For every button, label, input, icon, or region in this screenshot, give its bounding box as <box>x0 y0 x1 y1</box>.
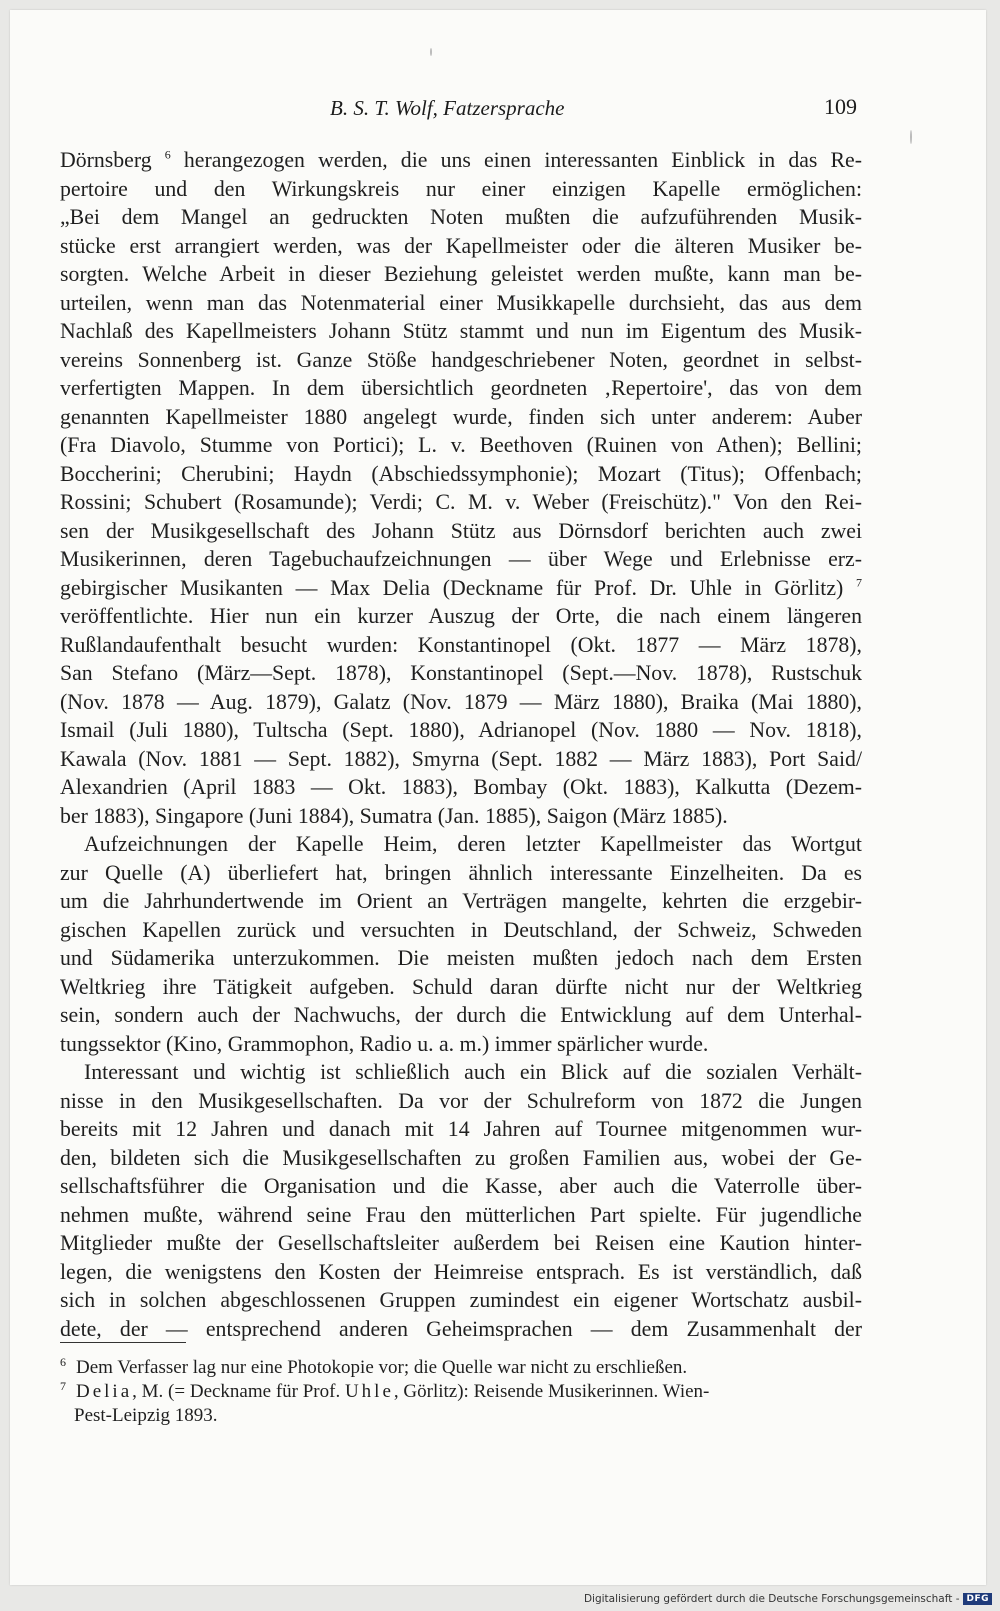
text-line: sich in solchen abgeschlossenen Gruppen zumindest ein eigener Wortschatz ausbil- <box>60 1288 862 1312</box>
text-line: sen der Musikgesellschaft des Johann Stütz aus Dörnsdorf berichten auch zwei <box>60 518 862 543</box>
text-line: um die Jahrhundertwende im Orient an Verträgen mangelte, kehrten die erzgebir- <box>60 889 862 913</box>
text-line: Aufzeichnungen der Kapelle Heim, deren letzter Kapellmeister das Wortgut <box>84 832 862 856</box>
text-line: tungssektor (Kino, Grammophon, Radio u. a. m.) immer spärlicher wurde. <box>60 1031 709 1056</box>
footnote-mark: 6 <box>60 1354 66 1369</box>
text-fragment: gebirgischer Musikanten — Max Delia (Deckname für Prof. Dr. Uhle in Görlitz) <box>60 575 844 600</box>
text-line: bereits mit 12 Jahren und danach mit 14 Jahren auf Tournee mitgenommen wur- <box>60 1117 862 1141</box>
text-line: Ismail (Juli 1880), Tultscha (Sept. 1880), Adrianopel (Nov. 1880 — Nov. 1818), <box>60 718 862 742</box>
text-line: (Nov. 1878 — Aug. 1879), Galatz (Nov. 1879 — März 1880), Braika (Mai 1880), <box>60 689 862 714</box>
text-line: San Stefano (März—Sept. 1878), Konstantinopel (Sept.—Nov. 1878), Rustschuk <box>60 661 862 685</box>
text-line: stücke erst arrangiert werden, was der Kapellmeister oder die älteren Musiker be- <box>60 233 862 258</box>
text-line: Alexandrien (April 1883 — Okt. 1883), Bombay (Okt. 1883), Kalkutta (Dezem- <box>60 775 862 799</box>
footnote-text: , M. (= Deckname für Prof. <box>132 1381 345 1402</box>
text-line: sorgten. Welche Arbeit in dieser Beziehung geleistet werden mußte, kann man be- <box>60 262 862 286</box>
text-line: veröffentlichte. Hier nun ein kurzer Auszug der Orte, die nach einem längeren <box>60 604 862 628</box>
footnote-divider <box>60 1342 186 1343</box>
text-line: sellschaftsführer die Organisation und die Kasse, aber auch die Vaterrolle über- <box>60 1174 862 1198</box>
footnote-mark: 7 <box>60 1378 66 1393</box>
text-line: nisse in den Musikgesellschaften. Da vor der Schulreform von 1872 die Jungen <box>60 1088 862 1113</box>
text-line: Musikerinnen, deren Tagebuchaufzeichnungen — über Wege und Erlebnisse erz- <box>60 547 862 571</box>
footnote-ref-7: 7 <box>856 575 862 590</box>
page-number: 109 <box>824 94 857 119</box>
footnote-name: Uhle <box>344 1381 394 1402</box>
scan-speck <box>430 48 432 56</box>
text-line: zur Quelle (A) überliefert hat, bringen ähnlich interessante Einzelheiten. Da es <box>60 860 862 885</box>
text-line: und Südamerika unterzukommen. Die meisten mußten jedoch nach dem Ersten <box>60 946 862 970</box>
text-fragment: Dörnsberg <box>60 148 152 172</box>
text-line: Mitglieder mußte der Gesellschaftsleiter außerdem bei Reisen eine Kaution hinter- <box>60 1231 862 1255</box>
footnote-7 <box>60 1380 868 1404</box>
text-line: Interessant und wichtig ist schließlich auch ein Blick auf die sozialen Verhält- <box>84 1060 862 1084</box>
text-line: urteilen, wenn man das Notenmaterial einer Musikkapelle durchsieht, das aus dem <box>60 290 862 315</box>
text-line <box>60 574 862 603</box>
text-line: den, bildeten sich die Musikgesellschaften zu großen Familien aus, wobei der Ge- <box>60 1145 862 1170</box>
page-header <box>10 90 986 124</box>
text-line <box>60 146 862 175</box>
text-fragment: herangezogen werden, die uns einen interessanten Einblick in das Re- <box>183 148 862 172</box>
dfg-logo[interactable]: DFG <box>963 1593 992 1605</box>
footnote-6 <box>60 1356 868 1380</box>
footnote-author: Delia <box>76 1381 133 1402</box>
footnote-text: Dem Verfasser lag nur eine Photokopie vor; die Quelle war nicht zu erschließen. <box>76 1357 688 1378</box>
text-line: gischen Kapellen zurück und versuchten in Deutschland, der Schweiz, Schweden <box>60 917 862 942</box>
text-line: Rossini; Schubert (Rosamunde); Verdi; C. M. v. Weber (Freischütz)." Von den Rei- <box>60 490 862 514</box>
text-line: verfertigten Mappen. In dem übersichtlich geordneten ‚Repertoire', das von dem <box>60 376 862 400</box>
text-line: vereins Sonnenberg ist. Ganze Stöße handgeschriebener Noten, geordnet in selbst- <box>60 347 862 372</box>
footnote-7-continuation: Pest-Leipzig 1893. <box>74 1405 218 1426</box>
footnote-text: , Görlitz): Reisende Musikerinnen. Wien- <box>393 1381 710 1402</box>
text-line: „Bei dem Mangel an gedruckten Noten mußten die aufzuführenden Musik- <box>60 205 862 229</box>
text-line: (Fra Diavolo, Stumme von Portici); L. v. Beethoven (Ruinen von Athen); Bellini; <box>60 433 862 457</box>
text-line: legen, die wenigstens den Kosten der Heimreise entsprach. Es ist verständlich, daß <box>60 1259 862 1284</box>
text-line: Weltkrieg ihre Tätigkeit aufgeben. Schuld daran dürfte nicht nur der Weltkrieg <box>60 974 862 999</box>
digitization-credit <box>584 1593 992 1605</box>
running-title: B. S. T. Wolf, Fatzersprache <box>330 96 565 120</box>
text-line: Rußlandaufenthalt besucht wurden: Konstantinopel (Okt. 1877 — März 1878), <box>60 632 862 657</box>
text-line: ber 1883), Singapore (Juni 1884), Sumatra (Jan. 1885), Saigon (März 1885). <box>60 803 728 828</box>
footnote-ref-6: 6 <box>164 147 171 162</box>
document-page <box>10 10 986 1585</box>
text-line: Kawala (Nov. 1881 — Sept. 1882), Smyrna (Sept. 1882 — März 1883), Port Said/ <box>60 746 862 771</box>
text-line: genannten Kapellmeister 1880 angelegt wurde, finden sich unter anderem: Auber <box>60 404 862 429</box>
text-line: dete, der — entsprechend anderen Geheimsprachen — dem Zusammenhalt der <box>60 1316 862 1341</box>
text-line: sein, sondern auch der Nachwuchs, der durch die Entwicklung auf dem Unterhal- <box>60 1003 862 1027</box>
body-text <box>60 146 862 1343</box>
footnotes <box>60 1356 868 1428</box>
text-line: Boccherini; Cherubini; Haydn (Abschiedssymphonie); Mozart (Titus); Offenbach; <box>60 461 862 486</box>
text-line: pertoire und den Wirkungskreis nur einer einzigen Kapelle ermöglichen: <box>60 176 862 201</box>
scan-speck <box>910 130 912 144</box>
text-line: nehmen mußte, während seine Frau den mütterlichen Part spielte. Für jugendliche <box>60 1202 862 1227</box>
text-line: Nachlaß des Kapellmeisters Johann Stütz stammt und nun im Eigentum des Musik- <box>60 319 862 343</box>
digitization-note: Digitalisierung gefördert durch die Deutsche Forschungsgemeinschaft - <box>583 1593 960 1605</box>
